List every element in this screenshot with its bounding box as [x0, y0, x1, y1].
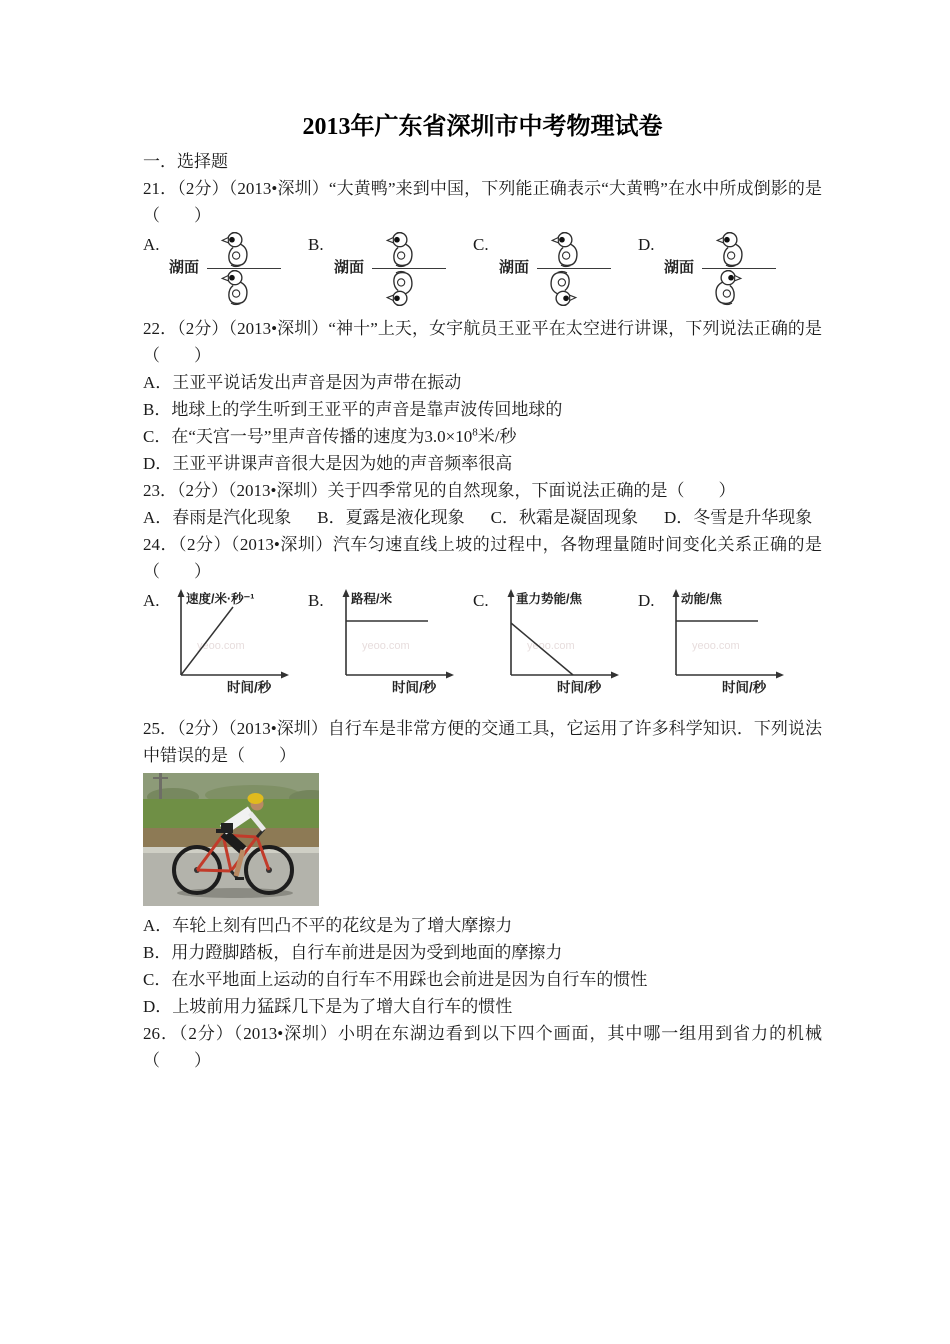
watermark-text: yeoo.com — [197, 640, 245, 652]
potential-energy-time-graph — [499, 587, 633, 705]
q24-option-a — [143, 587, 308, 707]
graph-y-axis-label: 路程/米 — [351, 592, 392, 606]
duck-reflection-figure — [334, 231, 452, 309]
lake-surface-label: 湖面 — [499, 259, 530, 276]
watermark-text: yeoo.com — [692, 640, 740, 652]
graph-y-axis-label: 重力势能/焦 — [516, 592, 582, 606]
lake-surface-line — [702, 268, 776, 269]
page-title: 2013年广东省深圳市中考物理试卷 — [302, 114, 663, 140]
kinetic-energy-time-graph — [664, 587, 798, 705]
q24-option-d — [638, 587, 803, 707]
q22-option-b: B．地球上的学生听到王亚平的声音是靠声波传回地球的 — [143, 400, 563, 419]
lake-surface-line — [537, 268, 611, 269]
distance-time-graph — [334, 587, 468, 705]
q25-option-b: B．用力蹬脚踏板，自行车前进是因为受到地面的摩擦力 — [143, 943, 563, 962]
graph-y-axis-label: 速度/米·秒⁻¹ — [186, 592, 255, 606]
option-letter: D. — [638, 235, 655, 254]
lake-surface-label: 湖面 — [664, 259, 695, 276]
q22-stem: 22．（2分）（2013•深圳）“神十”上天，女宇航员王亚平在太空进行讲课，下列说法正确的是（ ） — [143, 319, 822, 365]
lake-surface-line — [207, 268, 281, 269]
duck-above-icon — [549, 232, 579, 268]
q21-option-b — [308, 231, 473, 311]
q21-stem: 21．（2分）（2013•深圳）“大黄鸭”来到中国，下列能正确表示“大黄鸭”在水中所成倒影的是（ ） — [143, 179, 822, 225]
q22-option-a: A．王亚平说话发出声音是因为声带在振动 — [143, 373, 462, 392]
option-letter: D. — [638, 591, 655, 610]
q22-option-c-unit: 米/秒 — [477, 427, 517, 446]
graph-x-axis-label: 时间/秒 — [722, 680, 767, 695]
q24-figure-row — [143, 587, 822, 707]
duck-above-icon — [384, 232, 414, 268]
q22-option-c — [143, 423, 822, 450]
graph-x-axis-label: 时间/秒 — [227, 680, 272, 695]
q24-option-c — [473, 587, 638, 707]
option-letter: B. — [308, 591, 324, 610]
option-letter: A. — [143, 235, 160, 254]
graph-y-axis-label: 动能/焦 — [681, 592, 722, 606]
q23-option-c: C．秋霜是凝固现象 — [490, 508, 638, 527]
duck-reflection-figure — [664, 231, 782, 309]
q25-stem: 25．（2分）（2013•深圳）自行车是非常方便的交通工具，它运用了许多科学知识．下列说法中错误的是（ ） — [143, 719, 822, 765]
q22-option-c-exponent: 8 — [472, 426, 478, 439]
watermark-text: yeoo.com — [362, 640, 410, 652]
q25-option-c: C．在水平地面上运动的自行车不用踩也会前进是因为自行车的惯性 — [143, 970, 648, 989]
q25-option-d: D．上坡前用力猛踩几下是为了增大自行车的惯性 — [143, 997, 513, 1016]
q21-option-c — [473, 231, 638, 311]
duck-reflection-figure — [499, 231, 617, 309]
q22-option-c-text: C．在“天宫一号”里声音传播的速度为3.0×10 — [143, 427, 473, 446]
q23-option-a: A．春雨是汽化现象 — [143, 508, 292, 527]
duck-reflection-icon — [714, 270, 744, 306]
duck-above-icon — [219, 232, 249, 268]
q23-option-b: B．夏露是液化现象 — [317, 508, 465, 527]
duck-reflection-icon — [549, 270, 579, 306]
q23-option-d: D．冬雪是升华现象 — [663, 508, 813, 527]
cyclist-photo — [143, 773, 319, 906]
option-letter: C. — [473, 591, 489, 610]
q21-figure-row — [143, 231, 822, 311]
graph-x-axis-label: 时间/秒 — [392, 680, 437, 695]
duck-reflection-figure — [169, 231, 287, 309]
q24-stem: 24．（2分）（2013•深圳）汽车匀速直线上坡的过程中，各物理量随时间变化关系正确的是（ ） — [143, 535, 822, 581]
q21-option-a — [143, 231, 308, 311]
q24-option-b — [308, 587, 473, 707]
option-letter: B. — [308, 235, 324, 254]
speed-time-graph — [169, 587, 303, 705]
duck-reflection-icon — [384, 270, 414, 306]
option-letter: C. — [473, 235, 489, 254]
section-heading: 一．选择题 — [143, 152, 228, 171]
lake-surface-label: 湖面 — [169, 259, 200, 276]
duck-reflection-icon — [219, 270, 249, 306]
q23-stem: 23．（2分）（2013•深圳）关于四季常见的自然现象，下面说法正确的是（ ） — [143, 481, 736, 500]
option-letter: A. — [143, 591, 160, 610]
lake-surface-line — [372, 268, 446, 269]
q26-stem: 26．（2分）（2013•深圳）小明在东湖边看到以下四个画面，其中哪一组用到省力的机械（ ） — [143, 1024, 822, 1070]
q23-options-row — [143, 504, 822, 531]
watermark-text: yeoo.com — [527, 640, 575, 652]
q21-option-d — [638, 231, 803, 311]
lake-surface-label: 湖面 — [334, 259, 365, 276]
duck-above-icon — [714, 232, 744, 268]
q22-option-d: D．王亚平讲课声音很大是因为她的声音频率很高 — [143, 454, 513, 473]
q25-option-a: A．车轮上刻有凹凸不平的花纹是为了增大摩擦力 — [143, 916, 513, 935]
graph-x-axis-label: 时间/秒 — [557, 680, 602, 695]
